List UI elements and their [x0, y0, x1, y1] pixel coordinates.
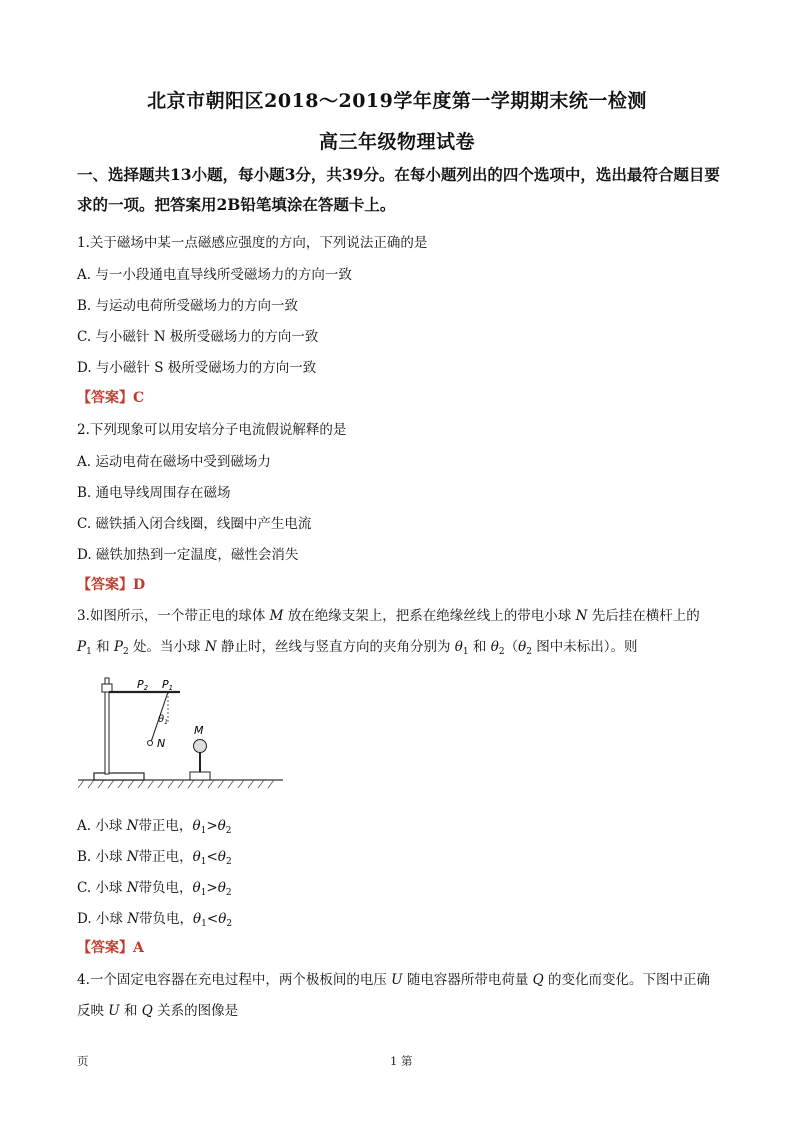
text: 随电容器所带电荷量 — [402, 972, 533, 988]
text: D. 小球 — [77, 911, 128, 927]
q4-stem-line1 — [77, 968, 710, 988]
footer-left: 页 — [77, 1054, 89, 1068]
q3-option-d — [77, 907, 232, 929]
q2-option-d: D. 磁铁加热到一定温度，磁性会消失 — [77, 547, 299, 563]
sub: 1 — [462, 647, 469, 657]
text: A. 小球 — [77, 818, 127, 834]
var-n: N — [127, 911, 140, 927]
var-u: U — [391, 972, 403, 988]
q3-stem-line2 — [77, 635, 638, 657]
answer-value: D — [133, 577, 146, 593]
var-p: P — [113, 639, 124, 655]
sub: 2 — [526, 647, 532, 657]
q1-option-d: D. 与小磁针 S 极所受磁场力的方向一致 — [77, 360, 317, 376]
var-n: N — [575, 608, 588, 624]
q2-stem: 2.下列现象可以用安培分子电流假说解释的是 — [77, 422, 347, 438]
text: 静止时，丝线与竖直方向的夹角分别为 — [216, 639, 455, 655]
label-p2: P2 — [137, 678, 149, 692]
text: 关系的图像是 — [152, 1003, 239, 1019]
text: B. 小球 — [77, 849, 127, 865]
var-theta: θ — [217, 818, 226, 834]
var-q: Q — [532, 972, 544, 988]
q1-option-b: B. 与运动电荷所受磁场力的方向一致 — [77, 298, 299, 314]
footer-page-number: 1 第 — [390, 1054, 413, 1068]
var-n: N — [126, 880, 139, 896]
text: 带正电， — [138, 849, 193, 865]
sub: 2 — [123, 647, 129, 657]
text: 的变化而变化。下图中正确 — [543, 972, 711, 988]
sub: 1 — [201, 919, 207, 929]
q3-option-a — [77, 814, 232, 836]
text: 和 — [468, 639, 491, 655]
answer-tag: 【答案】 — [77, 940, 133, 956]
answer-tag: 【答案】 — [77, 390, 133, 406]
var-n: N — [204, 639, 217, 655]
sub: 1 — [86, 647, 92, 657]
exam-subtitle: 高三年级物理试卷 — [318, 131, 475, 153]
section-instructions: 一、选择题共13小题，每小题3分，共39分。在每小题列出的四个选项中，选出最符合题目要求的一项。把答案用2B铅笔填涂在答题卡上。 — [77, 165, 720, 214]
stand-base — [94, 773, 144, 780]
var-n: N — [126, 849, 139, 865]
label-p1: P1 — [162, 678, 174, 692]
var-theta: θ — [490, 639, 499, 655]
q2-option-a: A. 运动电荷在磁场中受到磁场力 — [77, 454, 271, 470]
q3-answer — [77, 937, 144, 957]
var-p: P — [77, 639, 87, 655]
sub: 2 — [225, 857, 232, 867]
text: 4.一个固定电容器在充电过程中，两个极板间的电压 — [77, 972, 392, 988]
relation: > — [206, 818, 218, 834]
q1-option-c: C. 与小磁针 N 极所受磁场力的方向一致 — [77, 329, 319, 345]
relation: > — [206, 880, 218, 896]
text: 带负电， — [138, 880, 193, 896]
var-theta: θ — [217, 880, 226, 896]
pole-clamp — [102, 684, 112, 692]
text: 反映 — [77, 1003, 109, 1019]
ball-n — [148, 741, 153, 746]
q1-answer — [77, 387, 144, 407]
var-theta: θ — [192, 880, 201, 896]
q1-stem: 1.关于磁场中某一点磁感应强度的方向，下列说法正确的是 — [77, 235, 428, 251]
var-theta: θ — [218, 911, 227, 927]
label-m: M — [194, 724, 204, 737]
sub: 1 — [200, 826, 207, 836]
q3-stem-line1 — [77, 604, 700, 624]
text: 带正电， — [138, 818, 193, 834]
var-n: N — [126, 818, 139, 834]
text: 处。当小球 — [128, 639, 205, 655]
text: 放在绝缘支架上，把系在绝缘丝线上的带电小球 — [283, 608, 576, 624]
sphere-m — [194, 740, 207, 753]
m-base — [190, 772, 210, 780]
q2-answer — [77, 574, 145, 594]
text: 图中未标出）。则 — [531, 639, 638, 655]
answer-value: A — [133, 940, 144, 956]
answer-tag: 【答案】 — [77, 577, 133, 593]
answer-value: C — [133, 390, 145, 406]
q3-figure — [78, 664, 298, 794]
sub: 1 — [200, 888, 207, 898]
var-theta: θ — [192, 818, 201, 834]
text: 带负电， — [139, 911, 194, 927]
text: 3.如图所示，一个带正电的球体 — [77, 608, 270, 624]
sub: 2 — [225, 888, 232, 898]
var-theta: θ — [193, 911, 202, 927]
relation: < — [206, 911, 219, 927]
relation: < — [206, 849, 218, 865]
label-theta1: $\theta_1$ — [158, 714, 168, 726]
var-theta: θ — [192, 849, 201, 865]
sub: 2 — [225, 826, 232, 836]
q2-option-b: B. 通电导线周围存在磁场 — [77, 485, 231, 501]
exam-title: 北京市朝阳区2018～2019学年度第一学期期末统一检测 — [147, 90, 647, 112]
text: （ — [504, 639, 519, 655]
text: 和 — [119, 1003, 142, 1019]
text: 先后挂在横杆上的 — [587, 608, 700, 624]
text: C. 小球 — [77, 880, 127, 896]
q3-option-c — [77, 876, 232, 898]
sub: 1 — [200, 857, 207, 867]
q4-stem-line2 — [77, 999, 238, 1019]
sub: 2 — [498, 647, 505, 657]
q3-option-b — [77, 845, 232, 867]
q2-option-c: C. 磁铁插入闭合线圈，线圈中产生电流 — [77, 516, 312, 532]
text: 和 — [91, 639, 114, 655]
var-theta: θ — [217, 849, 226, 865]
var-theta: θ — [518, 639, 527, 655]
var-q: Q — [141, 1003, 153, 1019]
var-u: U — [108, 1003, 120, 1019]
label-n: N — [157, 737, 166, 750]
sub: 2 — [226, 919, 233, 929]
var-m: M — [269, 608, 284, 624]
var-theta: θ — [454, 639, 463, 655]
ground-hatch — [78, 780, 274, 788]
q1-option-a: A. 与一小段通电直导线所受磁场力的方向一致 — [77, 267, 352, 283]
